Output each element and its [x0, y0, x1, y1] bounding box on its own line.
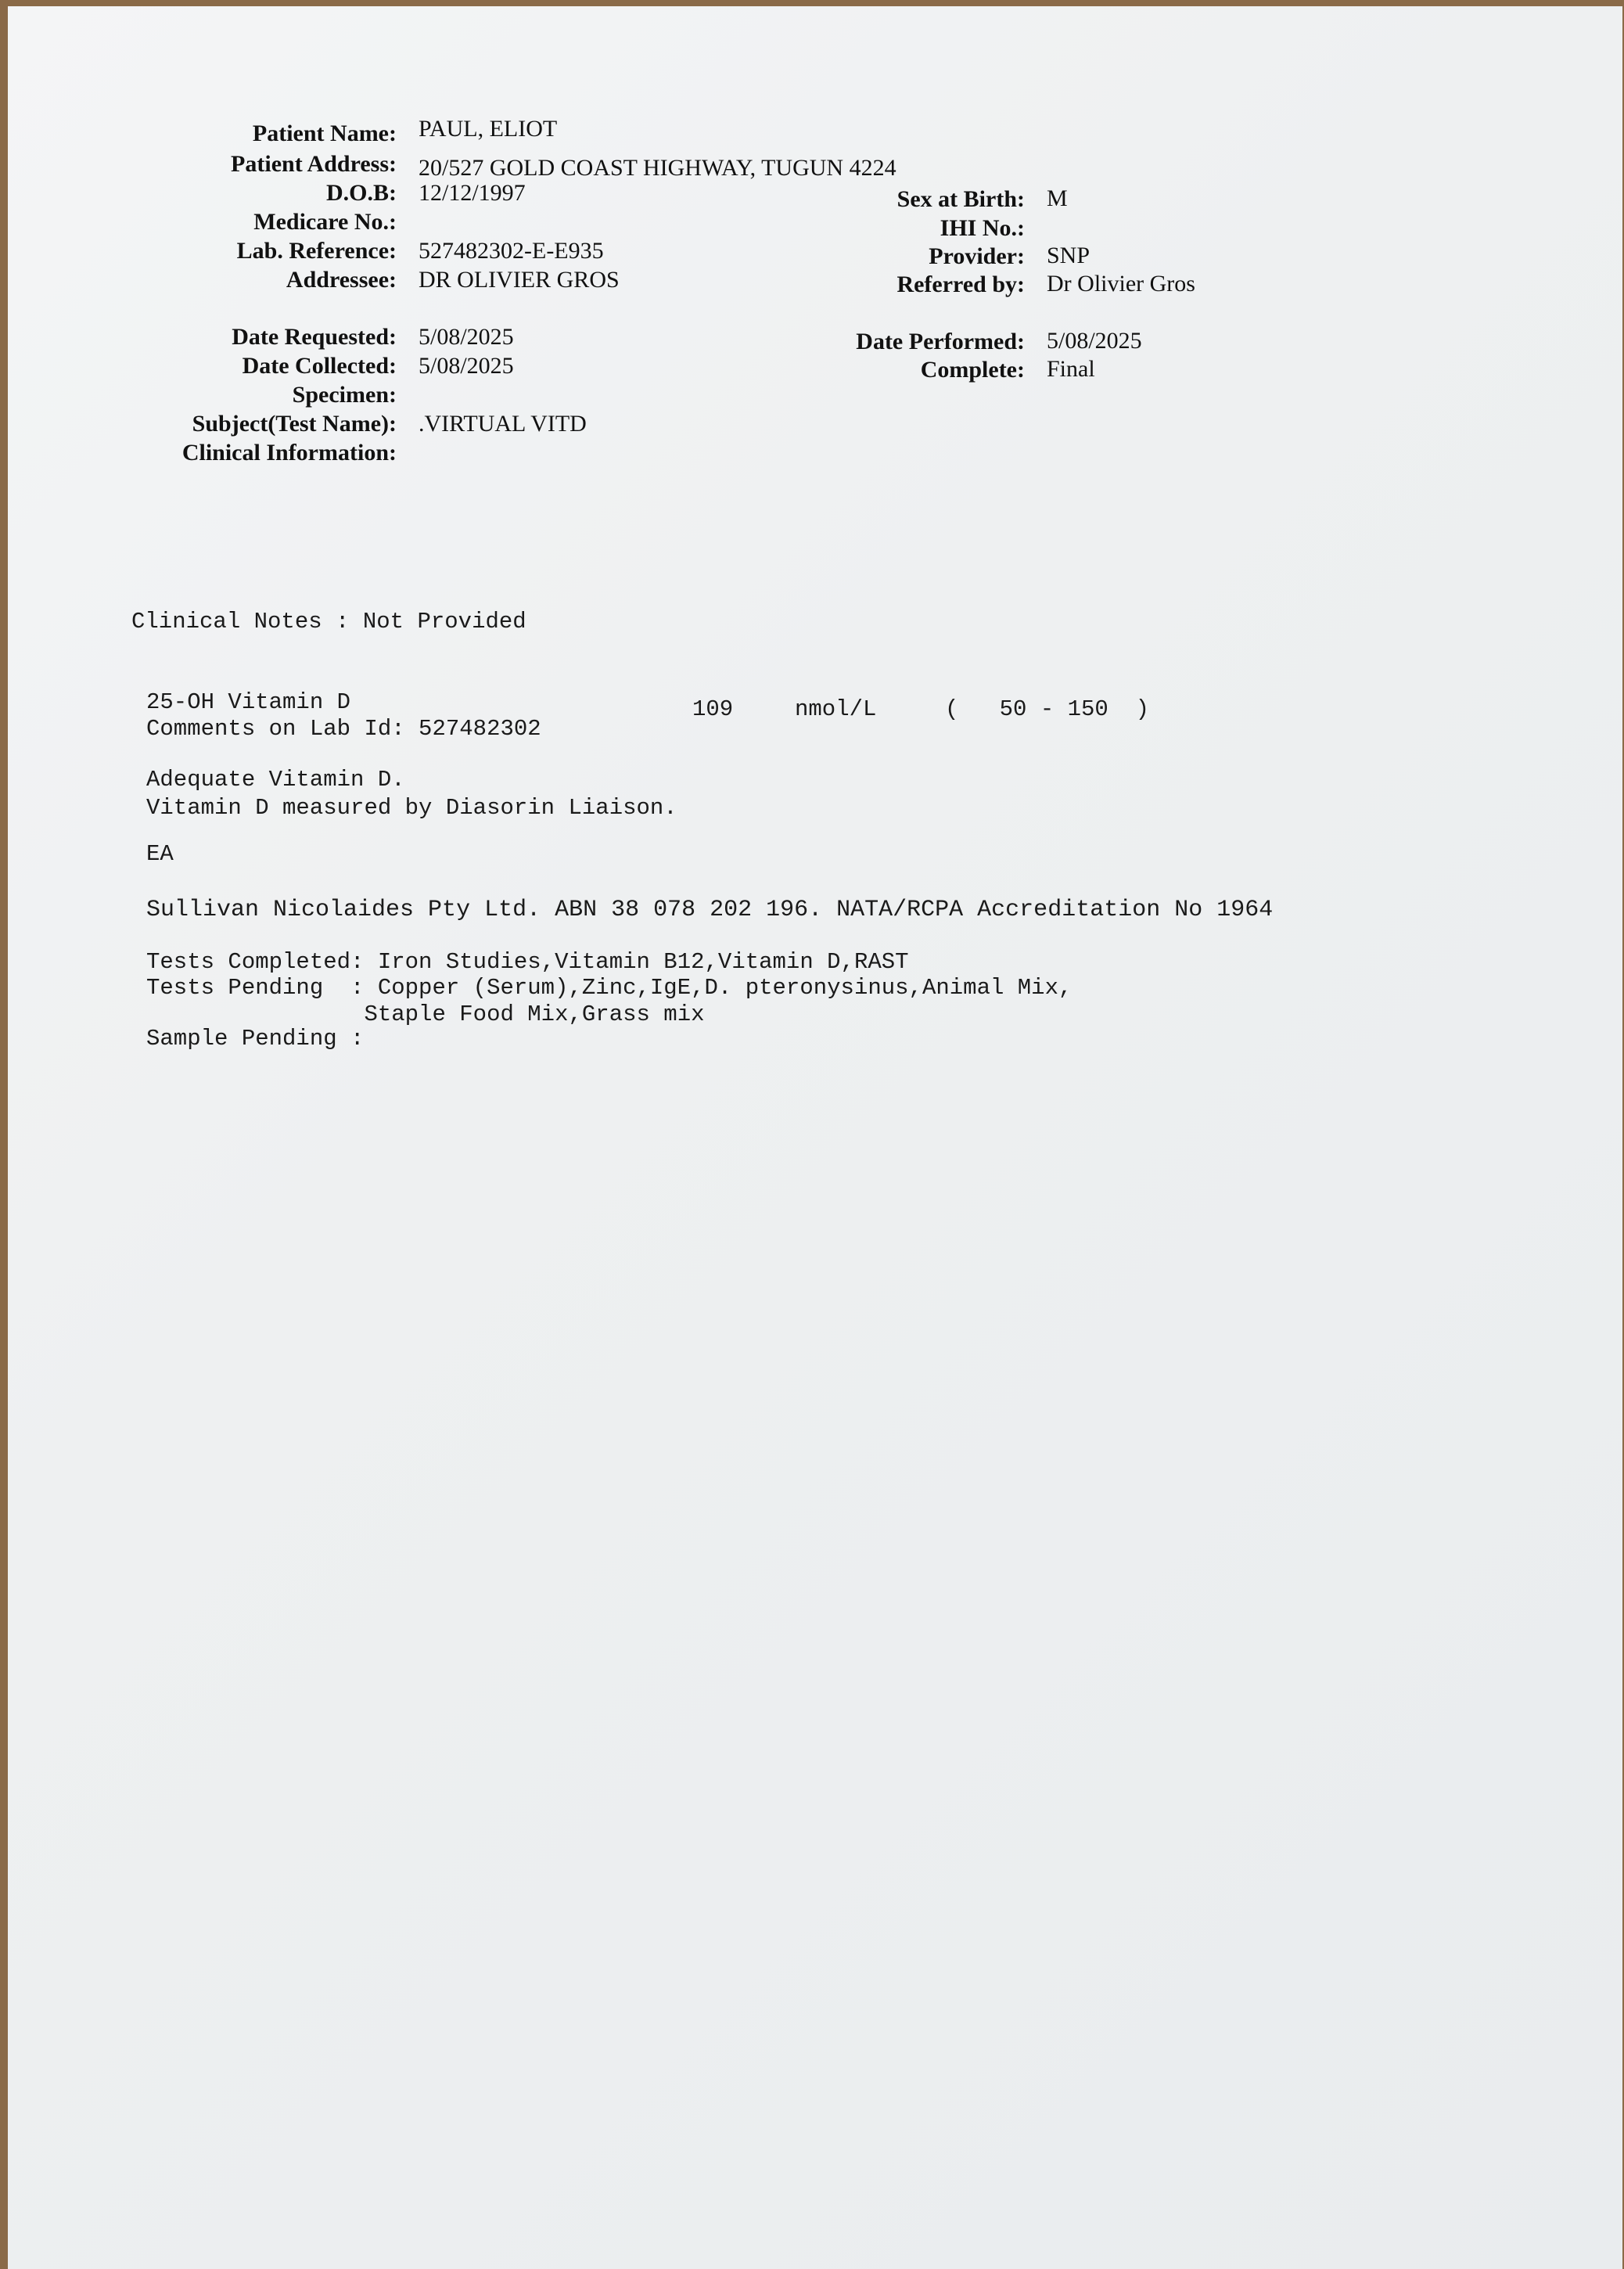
addressee-label: Addressee:: [286, 267, 397, 293]
comment-line-1: Adequate Vitamin D.: [146, 767, 405, 793]
ihi-label: IHI No.:: [940, 215, 1025, 241]
date-requested-label: Date Requested:: [232, 324, 397, 350]
sample-pending: Sample Pending :: [146, 1026, 365, 1052]
provider-label: Provider:: [929, 243, 1025, 269]
lab-accreditation-footer: Sullivan Nicolaides Pty Ltd. ABN 38 078 202 196. NATA/RCPA Accreditation No 1964: [146, 897, 1274, 923]
patient-name-label: Patient Name:: [252, 120, 397, 146]
dob-label: D.O.B:: [326, 180, 397, 206]
patient-name-value: PAUL, ELIOT: [419, 116, 558, 142]
clinical-notes: Clinical Notes : Not Provided: [131, 609, 526, 635]
referred-by-label: Referred by:: [896, 271, 1025, 297]
lab-reference-value: 527482302-E-E935: [419, 238, 604, 264]
comments-lab-id: Comments on Lab Id: 527482302: [146, 716, 541, 742]
report-page: [8, 6, 1622, 2269]
test-name: 25-OH Vitamin D: [146, 689, 351, 715]
subject-label: Subject(Test Name):: [192, 411, 397, 437]
tests-pending-line-2: Staple Food Mix,Grass mix: [146, 1001, 705, 1027]
tests-pending-line-1: Tests Pending : Copper (Serum),Zinc,IgE,D. pteronysinus,Animal Mix,: [146, 975, 1072, 1001]
patient-address-value: 20/527 GOLD COAST HIGHWAY, TUGUN 4224: [419, 155, 896, 181]
subject-value: .VIRTUAL VITD: [419, 411, 587, 437]
sex-at-birth-label: Sex at Birth:: [896, 186, 1025, 212]
date-collected-value: 5/08/2025: [419, 353, 514, 379]
referred-by-value: Dr Olivier Gros: [1047, 271, 1195, 297]
complete-value: Final: [1047, 356, 1095, 382]
date-collected-label: Date Collected:: [242, 353, 397, 379]
specimen-label: Specimen:: [292, 382, 397, 408]
patient-address-label: Patient Address:: [231, 151, 397, 177]
test-reference-range: ( 50 - 150 ): [945, 696, 1150, 722]
date-requested-value: 5/08/2025: [419, 324, 514, 350]
lab-reference-label: Lab. Reference:: [236, 238, 397, 264]
dob-value: 12/12/1997: [419, 180, 526, 206]
tests-completed: Tests Completed: Iron Studies,Vitamin B12,Vitamin D,RAST: [146, 949, 909, 975]
date-performed-value: 5/08/2025: [1047, 328, 1142, 354]
authoriser-initials: EA: [146, 841, 174, 867]
addressee-value: DR OLIVIER GROS: [419, 267, 620, 293]
provider-value: SNP: [1047, 243, 1090, 268]
medicare-label: Medicare No.:: [253, 209, 397, 235]
test-result-unit: nmol/L: [795, 696, 877, 722]
clinical-information-label: Clinical Information:: [181, 440, 397, 466]
comment-line-2: Vitamin D measured by Diasorin Liaison.: [146, 795, 677, 821]
sex-at-birth-value: M: [1047, 185, 1068, 211]
date-performed-label: Date Performed:: [856, 329, 1025, 354]
complete-label: Complete:: [920, 357, 1025, 383]
test-result-value: 109: [692, 696, 734, 722]
